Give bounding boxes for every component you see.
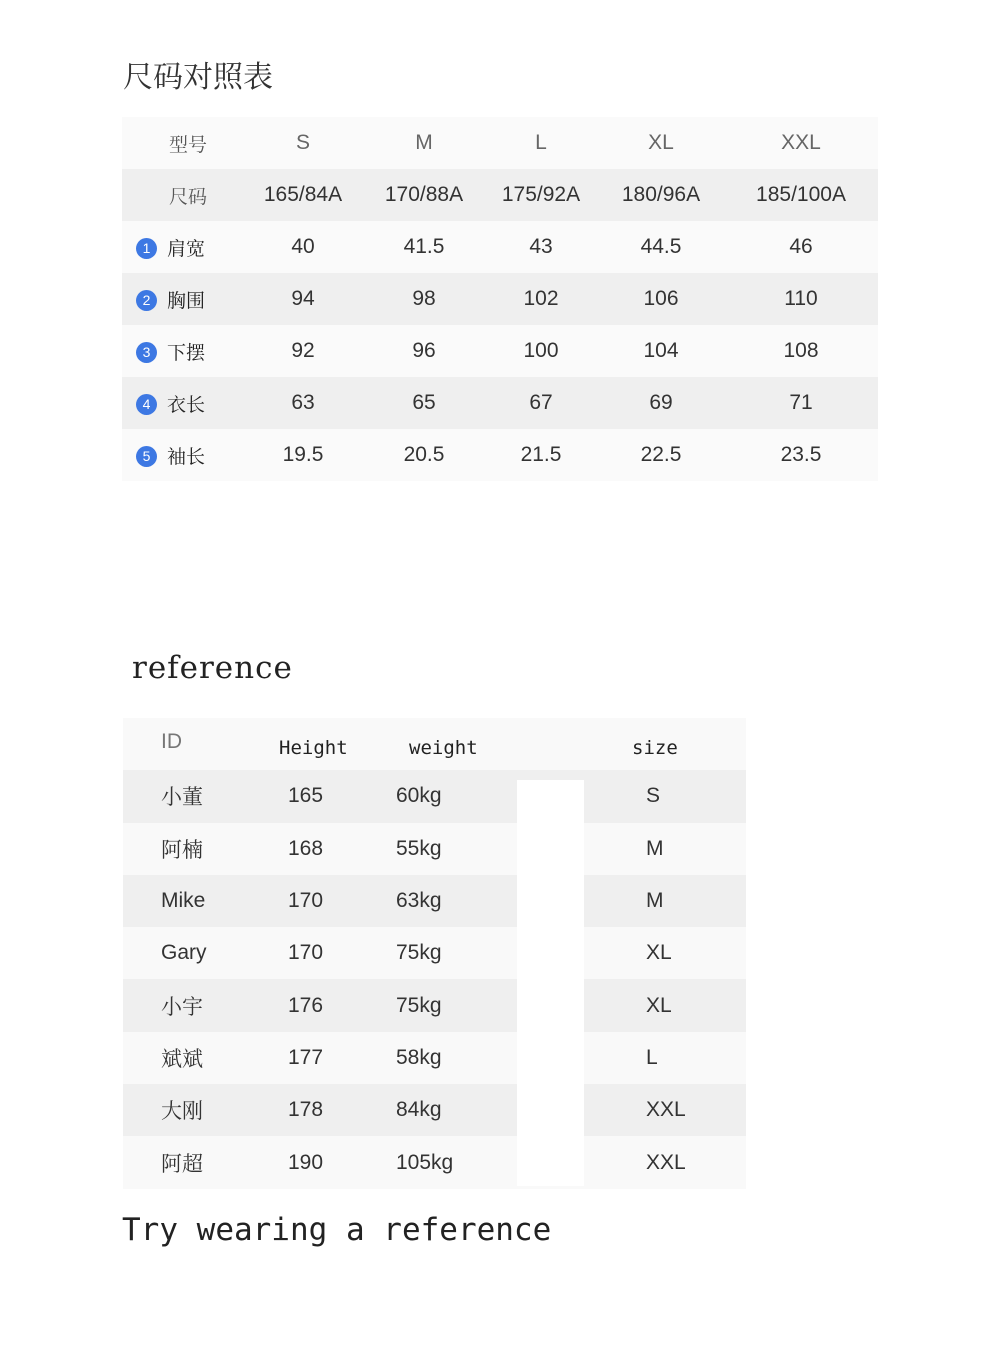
measure-name: 袖长: [167, 445, 206, 468]
measure-label: [122, 429, 242, 481]
ref-id: 小董: [161, 786, 203, 810]
ref-height: 190: [288, 1150, 324, 1174]
measure-cell: 98: [364, 273, 484, 325]
header-cell: S: [242, 117, 364, 169]
measure-cell: 44.5: [598, 221, 724, 273]
ref-size: S: [646, 784, 661, 808]
table-row: [123, 979, 746, 1031]
number-badge-icon: 5: [136, 446, 157, 467]
measure-cell: 104: [598, 325, 724, 377]
measure-row-sleeve: [122, 429, 878, 481]
number-badge-icon: 3: [136, 342, 157, 363]
measure-cell: 67: [484, 377, 598, 429]
reference-title: reference: [132, 650, 293, 686]
size-header-row: [122, 117, 878, 169]
ref-size: XXL: [646, 1150, 686, 1174]
table-row: [123, 770, 746, 822]
reference-header-row: [123, 718, 746, 770]
ref-id: 大刚: [161, 1100, 203, 1124]
measure-label: [122, 377, 242, 429]
ref-weight: 63kg: [396, 889, 442, 913]
table-row: [123, 927, 746, 979]
ref-weight: 58kg: [396, 1045, 442, 1069]
measure-cell: 100: [484, 325, 598, 377]
size-code-row: [122, 169, 878, 221]
ref-size: L: [646, 1045, 658, 1069]
ref-weight: 75kg: [396, 993, 442, 1017]
ref-size: M: [646, 889, 664, 913]
number-badge-icon: 2: [136, 290, 157, 311]
ref-id: 小宇: [161, 995, 203, 1019]
header-label: 型号: [122, 117, 242, 169]
measure-cell: 20.5: [364, 429, 484, 481]
measure-cell: 108: [724, 325, 878, 377]
measure-cell: 96: [364, 325, 484, 377]
ref-size: XL: [646, 941, 672, 965]
ref-weight: 60kg: [396, 784, 442, 808]
column-gap: [517, 780, 584, 1186]
header-cell: XXL: [724, 117, 878, 169]
measure-row-hem: [122, 325, 878, 377]
header-cell: L: [484, 117, 598, 169]
measure-label: [122, 273, 242, 325]
number-badge-icon: 4: [136, 394, 157, 415]
measure-label: [122, 325, 242, 377]
page-title: 尺码对照表: [123, 60, 273, 95]
ref-height: 178: [288, 1098, 324, 1122]
measure-cell: 21.5: [484, 429, 598, 481]
table-row: [123, 823, 746, 875]
measure-cell: 102: [484, 273, 598, 325]
header-cell: XL: [598, 117, 724, 169]
code-label: 尺码: [122, 169, 242, 221]
ref-weight: 105kg: [396, 1150, 454, 1174]
code-cell: 165/84A: [242, 169, 364, 221]
measure-name: 下摆: [167, 341, 206, 364]
header-size: size: [632, 737, 678, 759]
size-chart-table: [122, 117, 878, 481]
table-row: [123, 1136, 746, 1188]
measure-name: 胸围: [167, 289, 206, 312]
ref-height: 170: [288, 889, 324, 913]
table-row: [123, 875, 746, 927]
measure-row-chest: [122, 273, 878, 325]
ref-height: 176: [288, 993, 324, 1017]
ref-weight: 84kg: [396, 1098, 442, 1122]
table-row: [123, 1032, 746, 1084]
header-cell: M: [364, 117, 484, 169]
ref-size: M: [646, 836, 664, 860]
ref-weight: 75kg: [396, 941, 442, 965]
measure-cell: 94: [242, 273, 364, 325]
measure-row-length: [122, 377, 878, 429]
reference-table: [123, 718, 746, 1189]
measure-cell: 41.5: [364, 221, 484, 273]
code-cell: 180/96A: [598, 169, 724, 221]
code-cell: 185/100A: [724, 169, 878, 221]
ref-height: 170: [288, 941, 324, 965]
ref-id: 斌斌: [161, 1047, 203, 1071]
header-id: ID: [161, 730, 182, 753]
measure-cell: 106: [598, 273, 724, 325]
measure-cell: 46: [724, 221, 878, 273]
measure-cell: 69: [598, 377, 724, 429]
measure-name: 衣长: [167, 393, 206, 416]
code-cell: 175/92A: [484, 169, 598, 221]
measure-cell: 65: [364, 377, 484, 429]
measure-cell: 40: [242, 221, 364, 273]
ref-size: XL: [646, 993, 672, 1017]
ref-id: Mike: [161, 889, 206, 913]
measure-cell: 43: [484, 221, 598, 273]
ref-height: 177: [288, 1045, 324, 1069]
header-height: Height: [279, 737, 348, 759]
measure-cell: 71: [724, 377, 878, 429]
ref-id: 阿楠: [161, 838, 203, 862]
measure-cell: 92: [242, 325, 364, 377]
ref-height: 168: [288, 836, 324, 860]
measure-label: [122, 221, 242, 273]
code-cell: 170/88A: [364, 169, 484, 221]
measure-name: 肩宽: [167, 237, 206, 260]
ref-height: 165: [288, 784, 324, 808]
measure-row-shoulder: [122, 221, 878, 273]
measure-cell: 110: [724, 273, 878, 325]
measure-cell: 63: [242, 377, 364, 429]
ref-size: XXL: [646, 1098, 686, 1122]
header-weight: weight: [409, 737, 478, 759]
measure-cell: 23.5: [724, 429, 878, 481]
ref-id: Gary: [161, 941, 207, 965]
table-row: [123, 1084, 746, 1136]
footer-note: Try wearing a reference: [122, 1212, 552, 1248]
measure-cell: 19.5: [242, 429, 364, 481]
number-badge-icon: 1: [136, 238, 157, 259]
ref-id: 阿超: [161, 1152, 203, 1176]
measure-cell: 22.5: [598, 429, 724, 481]
ref-weight: 55kg: [396, 836, 442, 860]
